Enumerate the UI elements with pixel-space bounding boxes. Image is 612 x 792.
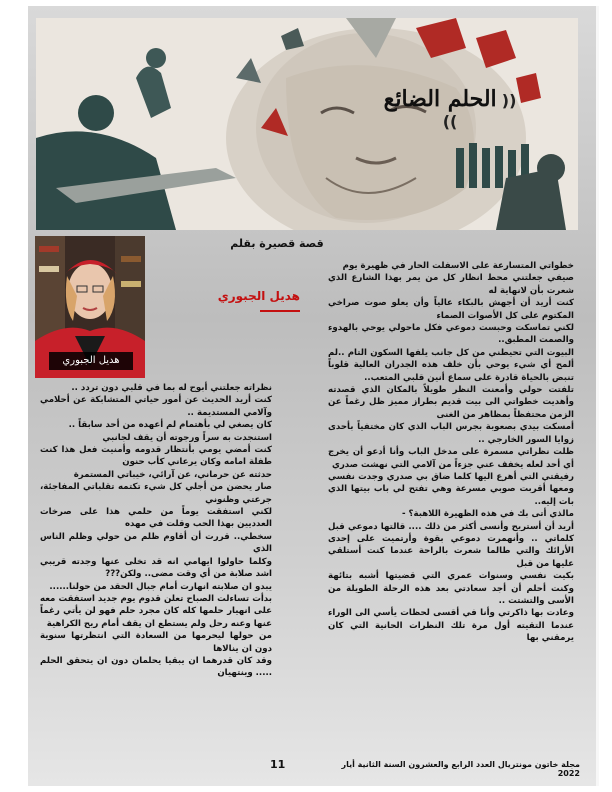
hero-illustration <box>36 18 578 230</box>
paragraph: لكني تماسكت وحبست دموعي فكل ماحولي يوحي بالهدوء والصمت المطبق.. <box>328 323 574 346</box>
byline-kicker: قصة قصيرة بقلم <box>230 237 324 250</box>
paragraph: خطواتي المتسارعة على الاسفلت الحار في ظهيرة يوم <box>342 261 574 271</box>
paragraph: صار يحضن من أجلي كل شيء تكتمه تقلباتي المفاجئة، جرعتي وظنوني <box>40 482 272 505</box>
paragraph: وعادت بها ذاكرتي وأنا في أقسى لحظات يأسي الى الوراء عندما التقيته أول مرة تلك النظرات الحانية التي كان يرمقني بها <box>328 608 574 644</box>
paragraph: لكني استفقت يوماً من حلمي هذا على صرخات العدديين بهذا الحب وقلت في مهده <box>40 507 272 530</box>
paragraph: سخطي.. قررت أن أقاوم ظلم من حولي وظلم الناس الذي <box>40 531 272 555</box>
paragraph: بدأت تساءلت الصباح تعلن قدوم يوم جديد استفقت معه على انهيار حلمها كله كان مجرد حلم فهو لن يأتي رغماً عنها وعنه رحل ولم يستطع ان يقف أمام ريح الكراهية <box>40 593 272 629</box>
author-underline <box>260 310 300 312</box>
paragraph: ظلت نظراتي مسمرة على مدخل الباب وأنا أدعو أن يخرج أي أحد لعله يخفف عني جزءاً من آلامي التي نهشت صدري <box>328 447 574 470</box>
paragraph: بكيت نفسي وسنوات عمري التي قضيتها أشبه بتائهة وكنت أحلم أن أجد سعادتي بعد هذه الرحلة الطويلة من الأسى والتشتت .. <box>328 571 574 606</box>
author-name-text: هديل الجبوري <box>217 289 300 303</box>
title-open-quote: (( <box>501 91 517 110</box>
paragraph: حدثته عن حرماني، عن آرائي، خيباتي المستمرة <box>73 469 272 480</box>
paragraph: مالذي أتى بك في هذه الظهيرة اللاهبة؟ - <box>401 509 574 520</box>
paragraph: البيوت التي تحيطني من كل جانب يلفها السكون التام ..لم ألمح أي شيء يوحي بأن خلف هذه الجدران العالية قلوباً تنبض بالحياة قادرة على سماع أنين قلبي المتعب.. <box>328 347 574 383</box>
paragraph: كنت أريد أن أجهش بالبكاء عالياً وأن يعلو صوت صراخي المكتوم على كل الأصوات الصماء <box>328 298 574 321</box>
article-title <box>380 86 520 131</box>
right-column <box>328 260 574 645</box>
paragraph: تلفتت حولي وأمعنت النظر طويلاً بالمكان الذي قصدته وأهديت خطواتي الى بيت قديم بطراز مميز ظل رغماً عن الزمن محتفظاً بمظاهر من الغنى <box>328 385 574 420</box>
paragraph: استنجدت به سراً ورجوته أن يقف لجانبي <box>102 432 272 443</box>
paragraph: أريد أن أستريح وأنسى أكثر من ذلك .... قالتها دموعي قبل كلماتي .. وأنهمرت دموعي بقوة وأرتميت على إحدى الأرائك والتي طالما شعرت بالراحة عندما كنت أستلقي عليها من قبل <box>328 521 574 569</box>
paragraph: من حولها ليحرمها من السعادة التي انتظرتها سنوية دون ان ينالاها <box>40 631 272 654</box>
author-photo <box>35 236 145 378</box>
paragraph: كان يصغي لي بأهتمام لم أعهده من أحد سابقاً .. <box>68 420 272 431</box>
title-text: الحلم الضائع <box>383 86 497 112</box>
paragraph: أمسكت بيدي بصعوبة بجرس الباب الذي كان مختفياً بأحدى زوايا السور الخارجي .. <box>328 422 574 445</box>
title-close-quote: )) <box>442 112 458 131</box>
hero-art <box>36 18 578 230</box>
paragraph: رفيقتي التي أهرع اليها كلما ضاق بي صدري وجدت نفسي ومعها أقربت صوبي مسرعة وهي تفتح لي باب بيتها الذي بات إليه.. <box>328 471 574 507</box>
paragraph: صيفي جعلتني محط انظار كل من يمر بهذا الشارع الذي شعرت بأن لانهاية له <box>328 273 574 296</box>
paragraph: كنت أريد الحديث عن أمور حياتي المتشابكة عن أحلامي وآلامي المستديمة .. <box>40 395 272 418</box>
paragraph: يبدو ان صلابته انهارت أمام جبال الحقد من حولنا...... <box>49 581 272 592</box>
page-number: 11 <box>270 758 286 771</box>
paragraph: وكلما حاولوا ايهامي انه قد تخلى عنها وجدته قريبي اشد صلابة من أي وقت مضى.. ولكن??? <box>40 556 272 580</box>
author-name <box>200 289 300 317</box>
paragraph: وقد كان قدرهما ان يبقيا يحلمان دون ان يتحقق الحلم ..... وينتهيان <box>40 655 272 679</box>
magazine-footer: مجلة خاتون مونتريال العدد الرابع والعشرون السنة الثانية أيار 2022 <box>341 760 580 778</box>
left-column <box>40 382 272 680</box>
paragraph: نظراته جعلتني أبوح له بما في قلبي دون تردد .. <box>71 383 272 393</box>
paragraph: كنت أمضي يومي بأنتظار قدومه وأمنيت فعل هذا كنت طفلة امامه وكان يرعاني كأب حنون <box>40 445 272 468</box>
photo-caption: هديل الجبوري <box>49 352 133 370</box>
